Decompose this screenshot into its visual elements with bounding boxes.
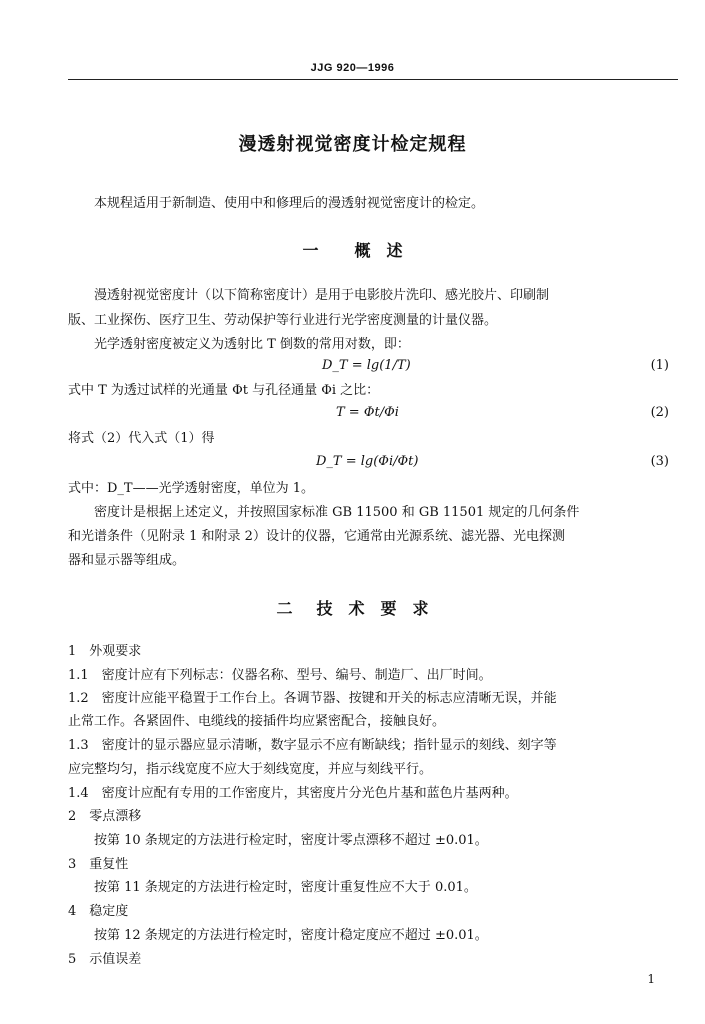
paragraph: 版、工业探伤、医疗卫生、劳动保护等行业进行光学密度测量的计量仪器。 xyxy=(68,313,498,328)
paragraph: 器和显示器等组成。 xyxy=(68,553,186,568)
document-title: 漫透射视觉密度计检定规程 xyxy=(238,134,467,155)
paragraph: 漫透射视觉密度计（以下简称密度计）是用于电影胶片洗印、感光胶片、印刷制 xyxy=(94,288,550,303)
list-item: 应完整均匀，指示线宽度不应大于刻线宽度，并应与刻线平行。 xyxy=(68,762,433,777)
section-2-title: 技 术 要 求 xyxy=(316,599,429,618)
list-item: 2 零点漂移 xyxy=(68,809,142,824)
intro-paragraph: 本规程适用于新制造、使用中和修理后的漫透射视觉密度计的检定。 xyxy=(94,196,485,211)
formula-3: D_T = lg(Φi/Φt) xyxy=(316,454,419,469)
list-item: 1 外观要求 xyxy=(68,644,142,659)
list-item: 3 重复性 xyxy=(68,857,129,872)
equation-number-1: (1) xyxy=(650,358,669,373)
list-item: 1.4 密度计应配有专用的工作密度片，其密度片分光色片基和蓝色片基两种。 xyxy=(68,786,518,801)
paragraph: 式中 T 为透过试样的光通量 Φt 与孔径通量 Φi 之比： xyxy=(68,383,380,398)
list-item: 止常工作。各紧固件、电缆线的接插件均应紧密配合，接触良好。 xyxy=(68,714,446,729)
list-item: 5 示值误差 xyxy=(68,952,142,967)
paragraph: 式中：D_T——光学透射密度，单位为 1。 xyxy=(68,481,314,496)
page-number: 1 xyxy=(647,972,655,986)
section-1-number: 一 xyxy=(302,241,319,260)
section-1-title: 概 述 xyxy=(354,241,403,260)
paragraph: 和光谱条件（见附录 1 和附录 2）设计的仪器，它通常由光源系统、滤光器、光电探测 xyxy=(68,529,565,544)
list-item: 1.2 密度计应能平稳置于工作台上。各调节器、按键和开关的标志应清晰无误，并能 xyxy=(68,691,557,706)
header-rule xyxy=(68,79,678,80)
paragraph: 光学透射密度被定义为透射比 T 倒数的常用对数，即： xyxy=(94,337,410,352)
paragraph: 密度计是根据上述定义，并按照国家标准 GB 11500 和 GB 11501 规定的几何条件 xyxy=(94,505,580,520)
paragraph: 将式（2）代入式（1）得 xyxy=(68,431,215,446)
section-2-number: 二 xyxy=(276,599,293,618)
equation-number-2: (2) xyxy=(650,405,669,420)
running-header: JJG 920—1996 xyxy=(310,62,395,74)
list-item: 1.1 密度计应有下列标志：仪器名称、型号、编号、制造厂、出厂时间。 xyxy=(68,668,492,683)
section-2-heading xyxy=(0,596,705,619)
list-item: 按第 11 条规定的方法进行检定时，密度计重复性应不大于 0.01。 xyxy=(94,880,477,895)
equation-number-3: (3) xyxy=(650,454,669,469)
list-item: 1.3 密度计的显示器应显示清晰，数字显示不应有断缺线；指针显示的刻线、刻字等 xyxy=(68,738,557,753)
formula-1: D_T = lg(1/T) xyxy=(322,358,411,373)
list-item: 按第 10 条规定的方法进行检定时，密度计零点漂移不超过 ±0.01。 xyxy=(94,833,488,848)
section-1-heading xyxy=(0,238,705,261)
list-item: 按第 12 条规定的方法进行检定时，密度计稳定度应不超过 ±0.01。 xyxy=(94,928,488,943)
list-item: 4 稳定度 xyxy=(68,904,129,919)
formula-2: T = Φt/Φi xyxy=(336,405,399,420)
